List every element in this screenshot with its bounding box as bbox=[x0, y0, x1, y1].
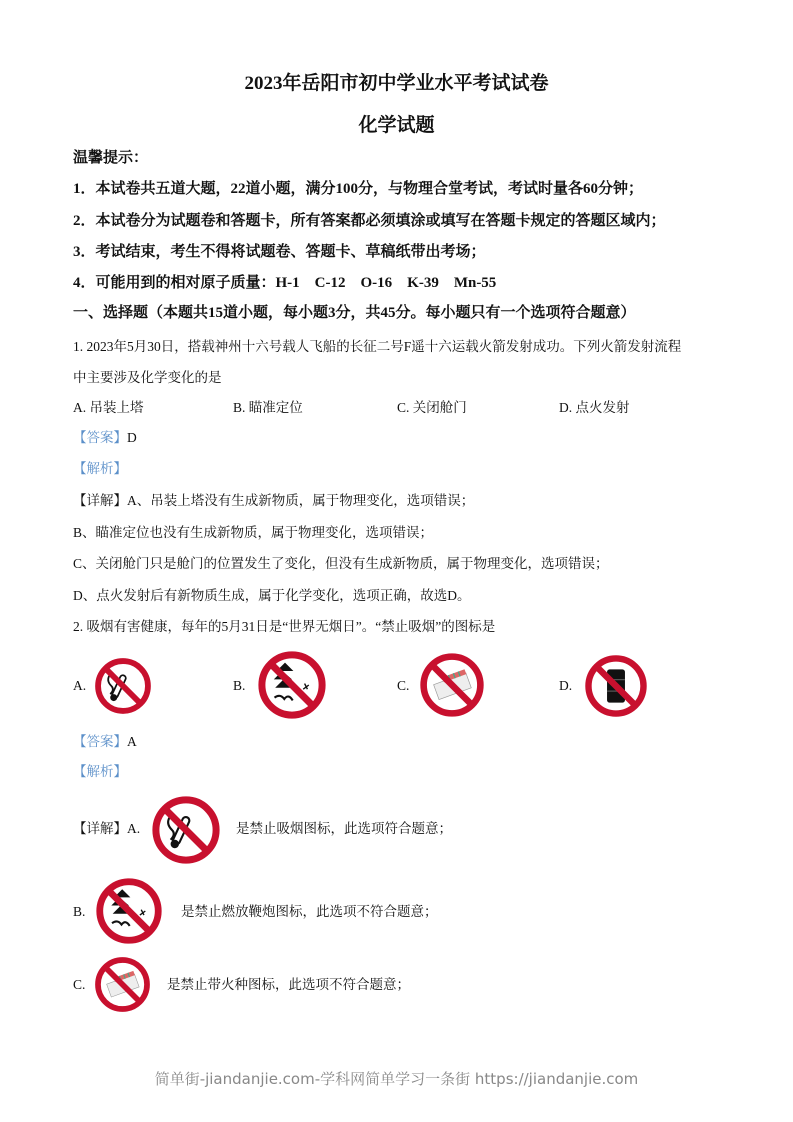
q2-detail-c-text: 是禁止带火种图标，此选项不符合题意； bbox=[167, 977, 410, 992]
q2-detail-b-text: 是禁止燃放鞭炮图标，此选项不符合题意； bbox=[181, 904, 438, 919]
no-matches-icon bbox=[94, 956, 151, 1013]
detail-label: 【详解】 bbox=[73, 821, 127, 836]
tips-heading: 温馨提示： bbox=[73, 150, 149, 166]
q2-option-a-label: A. bbox=[73, 678, 87, 693]
no-fireworks-icon bbox=[95, 877, 163, 945]
answer-value: D bbox=[127, 430, 137, 445]
detail-label: 【详解】 bbox=[73, 493, 127, 508]
q2-detail-a-prefix bbox=[73, 822, 140, 836]
page-subtitle: 化学试题 bbox=[358, 115, 435, 136]
q2-analysis-label: 【解析】 bbox=[73, 764, 127, 779]
q2-option-c-label: C. bbox=[397, 678, 410, 693]
no-smoking-icon bbox=[94, 657, 152, 715]
q1-detail: D、点火发射后有新物质生成，属于化学变化，选项正确，故选D。 bbox=[73, 588, 471, 603]
q2-answer bbox=[73, 735, 137, 749]
q2-stem: 2. 吸烟有害健康，每年的5月31日是“世界无烟日”。“禁止吸烟”的图标是 bbox=[73, 619, 496, 634]
detail-text: A、吊装上塔没有生成新物质，属于物理变化，选项错误； bbox=[127, 493, 475, 508]
q1-option-c: C. 关闭舱门 bbox=[397, 400, 467, 415]
q2-option-b-label: B. bbox=[233, 678, 246, 693]
answer-label: 【答案】 bbox=[73, 734, 127, 749]
tip-item: 3．考试结束，考生不得将试题卷、答题卡、草稿纸带出考场； bbox=[73, 244, 486, 260]
q1-detail: B、瞄准定位也没有生成新物质，属于物理变化，选项错误； bbox=[73, 525, 434, 540]
detail-letter: A. bbox=[127, 821, 141, 836]
q1-option-d: D. 点火发射 bbox=[559, 400, 630, 415]
tip-item: 1．本试卷共五道大题，22道小题，满分100分，与物理合堂考试，考试时量各60分钟； bbox=[73, 181, 644, 197]
q1-option-a: A. 吊装上塔 bbox=[73, 400, 144, 415]
q2-detail-a-text: 是禁止吸烟图标，此选项符合题意； bbox=[236, 821, 452, 836]
q1-detail bbox=[73, 494, 474, 508]
answer-label: 【答案】 bbox=[73, 430, 127, 445]
q1-stem: 1. 2023年5月30日，搭载神州十六号载人飞船的长征二号F遥十六运载火箭发射成功。下列火箭发射流程 bbox=[73, 339, 682, 354]
q2-detail-c-letter: C. bbox=[73, 977, 86, 992]
no-matches-icon bbox=[418, 652, 486, 718]
no-oil-drum-icon bbox=[584, 654, 648, 718]
page-title: 2023年岳阳市初中学业水平考试试卷 bbox=[244, 73, 549, 94]
q1-stem: 中主要涉及化学变化的是 bbox=[73, 370, 222, 385]
footer-watermark: 简单街-jiandanjie.com-学科网简单学习一条街 https://jiandanjie.com bbox=[154, 1070, 639, 1088]
q2-option-d-label: D. bbox=[559, 678, 573, 693]
no-smoking-icon bbox=[151, 795, 221, 865]
tip-item: 4．可能用到的相对原子质量：H-1 C-12 O-16 K-39 Mn-55 bbox=[73, 275, 497, 291]
q2-detail-b-letter: B. bbox=[73, 904, 86, 919]
section-heading: 一、选择题（本题共15道小题，每小题3分，共45分。每小题只有一个选项符合题意） bbox=[73, 305, 636, 321]
answer-value: A bbox=[127, 734, 137, 749]
no-fireworks-icon bbox=[257, 650, 327, 720]
q1-option-b: B. 瞄准定位 bbox=[233, 400, 303, 415]
tip-item: 2．本试卷分为试题卷和答题卡，所有答案都必须填涂或填写在答题卡规定的答题区域内； bbox=[73, 213, 666, 229]
q1-analysis-label: 【解析】 bbox=[73, 461, 127, 476]
q1-detail: C、关闭舱门只是舱门的位置发生了变化，但没有生成新物质，属于物理变化，选项错误； bbox=[73, 556, 609, 571]
q1-answer bbox=[73, 431, 137, 445]
